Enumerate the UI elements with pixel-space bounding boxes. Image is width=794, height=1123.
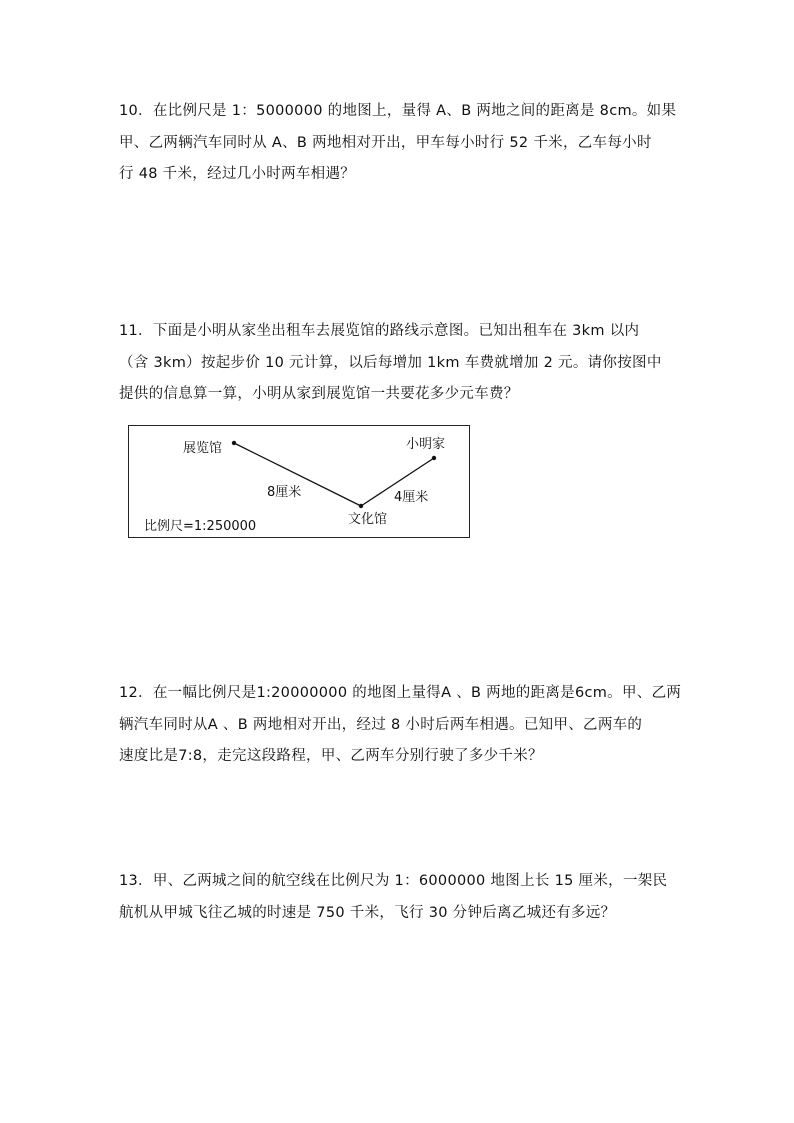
problem-13 [119,866,689,929]
problem-13-line-1: 13．甲、乙两城之间的航空线在比例尺为 1：6000000 地图上长 15 厘米，一架民 [119,873,668,889]
problem-11 [119,316,689,411]
problem-12-line-2: 辆汽车同时从A 、B 两地相对开出，经过 8 小时后两车相遇。已知甲、乙两车的 [119,716,643,733]
route-diagram [128,425,470,538]
problem-11-line-2: （含 3km）按起步价 10 元计算，以后每增加 1km 车费就增加 2 元。请你按图中 [119,354,662,371]
label-segment-4cm: 4厘米 [394,490,429,505]
problem-12 [119,678,689,773]
problem-13-line-2: 航机从甲城飞往乙城的时速是 750 千米，飞行 30 分钟后离乙城还有多远？ [119,904,616,921]
label-home: 小明家 [406,437,446,452]
problem-12-line-1: 12．在一幅比例尺是1:20000000 的地图上量得A 、B 两地的距离是6cm。甲、乙两 [119,685,682,701]
point-home [432,456,436,460]
problem-10-line-3: 行 48 千米，经过几小时两车相遇？ [119,166,356,182]
label-culture-center: 文化馆 [348,512,388,527]
problem-12-line-3: 速度比是7:8，走完这段路程，甲、乙两车分别行驶了多少千米？ [119,748,543,764]
point-exhibition-hall [232,441,236,445]
problem-11-line-3: 提供的信息算一算，小明从家到展览馆一共要花多少元车费？ [119,386,519,402]
problem-10-line-2: 甲、乙两辆汽车同时从 A、B 两地相对开出，甲车每小时行 52 千米，乙车每小时 [119,134,652,151]
problem-10-line-1: 10．在比例尺是 1：5000000 的地图上，量得 A、B 两地之间的距离是 8cm。如果 [119,103,677,119]
problem-11-line-1: 11．下面是小明从家坐出租车去展览馆的路线示意图。已知出租车在 3km 以内 [119,323,640,339]
label-scale: 比例尺=1:250000 [144,519,257,534]
label-exhibition-hall: 展览馆 [183,441,223,456]
problem-10 [119,96,689,191]
label-segment-8cm: 8厘米 [267,485,302,500]
